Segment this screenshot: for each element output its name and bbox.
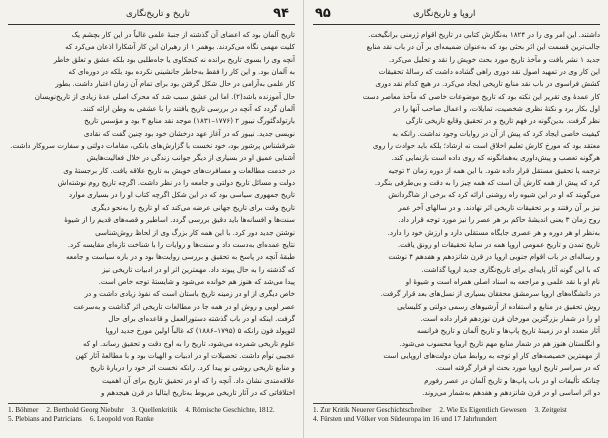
footnote: 1. Zur Kritik Neuerer Geschichtschreiber	[313, 406, 432, 415]
text-line: که در سراسر تاریخ اروپا مورد بحث او قرار گرفته است.	[435, 363, 600, 373]
text-line: شرقشناس پرشور بود، خود نخست با گزارش‌های بانکی، مقامات دولتی و سفارت سروکار داشت.	[10, 141, 295, 151]
text-line: به آلمان بود. و این کار را فقط به‌خاطر جانشینی نکرده بود بلکه در دوره‌ای که	[68, 67, 295, 77]
text-line: این کار وی در تمهید اصول نقد دوری راهی گشاده داشت که رسالهٔ تحقیقات	[378, 67, 600, 77]
right-page	[313, 6, 600, 434]
text-line: و رساله‌ای در باب اقوام جنوبی اروپا در قرن شانزدهم و هفدهم ۴ نوشت	[388, 252, 600, 262]
text-line: از مهمترین خصیصه‌های کار او توجه به روابط میان دولت‌های اروپایی است	[383, 350, 600, 360]
footnote: 3. Zeitgeist	[534, 406, 567, 415]
footnote: 3. Quellenkritik	[131, 406, 178, 415]
text-line: هرگونه تعصب و پیش‌داوری به‌همانگونه که روی داده است بازنمایی کند.	[391, 153, 600, 163]
right-header	[313, 6, 600, 25]
text-line: جالب‌ترین قسمت این اثر بحثی بود که به‌عنوان ضمیمه‌ای بر آن در باب نقد منابع	[366, 42, 600, 52]
text-line: لئوپولد فون رانکه ۵ (۱۷۹۵–۱۸۸۶) که غالباً اولین مورخ جدید اروپا	[105, 326, 295, 336]
text-line: حال آموزنده باشد(۲). اما این عشق سبب شد که محرک اصلی عدهٔ زیادی از تاریخ‌نویسان	[34, 91, 295, 101]
left-footnotes	[8, 406, 295, 424]
text-line: دولت و مسائل تاریخ دولتی و جامعه را در نظر داشت. اگرچه تاریخ روم نوشته‌اش	[57, 178, 295, 188]
text-line: آثار متعدد او در زمینهٔ تاریخ پاپ‌ها و تاریخ آلمان و تاریخ فرانسه	[416, 326, 600, 336]
text-line: کلیت مهمی نگاه می‌کردند. بوهمر ۱ از رهبران این کار آشکارا اذعان می‌کرد که	[65, 42, 295, 52]
text-line: کرد که پیش از همه کارش آن است که همه چیز را به دقت و بی‌طرفی بنگرد.	[374, 178, 600, 188]
left-body-text	[8, 29, 295, 399]
text-line: چنانکه تألیفات او در باب پاپ‌ها و تاریخ آلمان در عصر رفورم	[424, 375, 600, 385]
footnote: 6. Leopold von Ranke	[89, 415, 154, 424]
footnote: 2. Wie Es Eigentlich Gewesen	[439, 406, 527, 415]
text-line: آشنایی عمیق او در بسیاری از دیگر جوانب زندگی در خلال فعالیت‌هایش	[86, 153, 295, 163]
footnote: 5. Plebians and Patricians	[8, 415, 82, 424]
text-line: پیدا می‌شد که هنوز هم خوانده می‌شود و شایستهٔ توجه خاص است.	[98, 276, 295, 286]
text-line: تاریخ جمهوری سیاسی بود که در این شکل اگرچه کتاب او را در بسیاری موارد	[68, 190, 295, 200]
text-line: گرفت. اینکه او در باب گذشته دستورالعمل و قاعده‌ای برای حال	[108, 313, 295, 323]
text-line: نظر گرفت. بدین‌گونه در فهم تاریخ و در تحقیق وقایع تاریخی تازگی	[405, 116, 600, 126]
footnote: 4. Fürsten und Völker von Südeuropa im 16 und 17 Jahrhundert	[313, 415, 497, 424]
text-line: نام او با نقد علمی و مراجعه به اسناد اصلی همراه است و شیوهٔ او	[405, 276, 600, 286]
footnote: 4. Römische Geschichte, 1812.	[185, 406, 275, 415]
footnote: 1. Böhmer	[8, 406, 39, 415]
text-line: و منابع تاریخی روشی نو پیدا کرد. رانکه نخست اثر خود را دربارهٔ تاریخ	[90, 363, 295, 373]
text-line: آنچه وی را بسوی تاریخ برانده نه کنجکاوی یا جاه‌طلبی بود بلکه عشق و تعلق خاطر	[53, 54, 295, 64]
right-body-text	[313, 29, 600, 399]
text-line: به‌نظر او هر دوره و هر عصری جایگاه مستقلی دارد و ارزش خود را دارد.	[387, 227, 600, 237]
left-header	[8, 6, 295, 25]
text-line: در دانشگاه‌های اروپا سرمشق محققان بسیاری از نسل‌های بعد قرار گرفت.	[380, 289, 600, 299]
text-line: آلمان گردد که آنچه در بررسی تاریخ یافتند را با عشقی به وطن ارائه کنند.	[80, 104, 295, 114]
text-line: نیز بر آن رفتند و بر تحقیقات تاریخی اثر نهادند. و در سالهای آخر عمر	[398, 202, 600, 212]
text-line: تاریخ تمدن و تاریخ عمومی اروپا همه در سایهٔ تحقیقات او رونق یافت.	[397, 239, 600, 249]
text-line: عصر لویی و روش او در همه جا در مطالعات تاریخی اثر گذاشت و به‌سرعت	[73, 301, 295, 311]
text-line: کار عمدهٔ وی تقریر این نکته بود که تاریخ موضوعات خاصی که مآخذ معاصر دست	[362, 91, 600, 101]
text-line: نتایج عمده‌ای به‌دست داد و سنت‌ها و روایات را با شناخت تازه‌ای مقایسه کرد.	[67, 239, 295, 249]
right-page-number: ۹۵	[315, 6, 331, 21]
text-line: او را در شمار بزرگترین مورخان قرن نوزدهم قرار داده است.	[420, 313, 600, 323]
footnote: 2. Berthold Georg Niebuhr	[46, 406, 124, 415]
right-footnotes	[313, 406, 600, 424]
page-gutter	[303, 0, 304, 438]
text-line: سنت‌ها و افسانه‌ها باید دقیق بررسی گردد. اساطیر و قصه‌های قدیم را از شیوهٔ	[64, 215, 295, 225]
text-line: که با این گونه آثار پایه‌ای برای تاریخ‌نگاری جدید اروپا گذاشت.	[421, 264, 600, 274]
text-line: کیفیت خاصی ایجاد کرد که پیش از آن در روایات وجود نداشت. رانکه به	[392, 128, 600, 138]
text-line: می‌گویند که او در این شیوه راه روشنی ارائه کرد که برخی از شاگردانش	[388, 190, 600, 200]
right-running-title: اروپا و تاریخ‌نگاری	[413, 9, 476, 19]
text-line: عجیبی توأم داشت. تحصیلات او در ادبیات و الهیات بود و با مطالعهٔ آثار کهن	[75, 350, 295, 360]
left-page-number: ۹۴	[273, 6, 289, 21]
text-line: اول بکار برد و نکتهٔ نظری شخصیت، تمایلات، و اعمال صاحب آنها را در	[393, 104, 600, 114]
text-line: معتقد بود که مورخ کارش تعلیم اخلاق است نه ارشاد؛ بلکه باید حوادث را روی	[372, 141, 600, 151]
text-line: روح زمان ۳ یعنی اندیشهٔ حاکم بر هر عصر را نیز مورد توجه قرار داد.	[398, 215, 600, 225]
text-line: کشش فراسوی در باب نقد منابع تاریخی ایجاد می‌کرد. در هیچ کدام نقد دوری	[375, 79, 600, 89]
text-line: خاص دیگری از او در زمینه تاریخ باستان است که نفوذ زیادی داشت و در	[84, 289, 295, 299]
text-line: و انگلستان هنوز هم در شمار منابع مهم تاریخ اروپا محسوب می‌شود.	[399, 338, 600, 348]
text-line: که گذشته را به حال پیوند داد. مهمترین اثر او در ادبیات تاریخی نیز	[102, 264, 295, 274]
text-line: داشتند. این امر وی را در ۱۸۲۴ به‌نگارش کتابی در تاریخ اقوام ژرمنی برانگیخت.	[368, 30, 600, 39]
text-line: بارتولدگئورگ نیبور ۲ (۱۷۷۶–۱۸۳۱) موجد نقد منابع ۳ بود و مؤسس تاریخ	[84, 116, 295, 126]
text-line: جدید ۱ نشر یافت و مآخذ تاریخ مورد بحث خویش را نقد و تحلیل می‌کرد.	[388, 54, 600, 64]
text-line: نوشتن جدید دور کرد. با این همه کار بزرگ وی از لحاظ روش‌شناسی	[95, 227, 295, 237]
left-footnote-rule	[8, 403, 108, 404]
text-line: تاریخ وقت برای تاریخ جهانی عرضه می‌کند که او تاریخ را به‌نحو دیگری	[91, 202, 295, 212]
right-footnote-rule	[313, 403, 413, 404]
text-line: علوم تاریخی شمرده می‌شود، تاریخ را به اوج دقت و تحقیق رساند. او که	[82, 338, 295, 348]
text-line: علاقه‌مندی نشان داد. آنچه را که او در تحقیق تاریخ برای آن اهمیت	[102, 375, 295, 385]
text-line: طبقهٔ آنچه در پاسخ به تحقیق و بررسی روایت‌ها بود و در باره سیاست و جامعه	[65, 252, 295, 262]
text-line: کار علمی به‌آرامی در حال شکل گرفتن بود برای تمام آن زمان اعتبار داشت. بطور	[55, 79, 295, 89]
text-line: نویسی جدید. نیبور که در آغاز عهد درخشان خود بود چنین گفت که نقادی	[83, 128, 295, 138]
text-line: ترجمه یا تحقیق مستقل قرار داده شود. با این همه از دوره زمان ۲ توجیه	[388, 165, 600, 175]
text-line: در خدمت مطالعات و مسافرت‌های خویش به تاریخ علاقه یافت. کار برجستهٔ وی	[63, 165, 295, 175]
text-line: اختلافاتی که در آثار تاریخی مربوط به‌تاریخ ایتالیا در قرن هیجدهم و	[101, 387, 295, 397]
text-line: روش تحقیق در منابع و استفاده از آرشیوهای رسمی دولتی و کلیسایی	[397, 301, 600, 311]
text-line: تاریخ آلمان بود که اعضای آن گذشته از جنبهٔ علمی غالباً در این کار بچشم یک	[71, 30, 295, 39]
text-line: دو اثر اساسی او در قرن شانزدهم و هفدهم به‌شمار می‌روند.	[422, 387, 600, 397]
left-page	[8, 6, 295, 434]
left-running-title: تاریخ و تاریخ‌نگاری	[126, 9, 190, 19]
